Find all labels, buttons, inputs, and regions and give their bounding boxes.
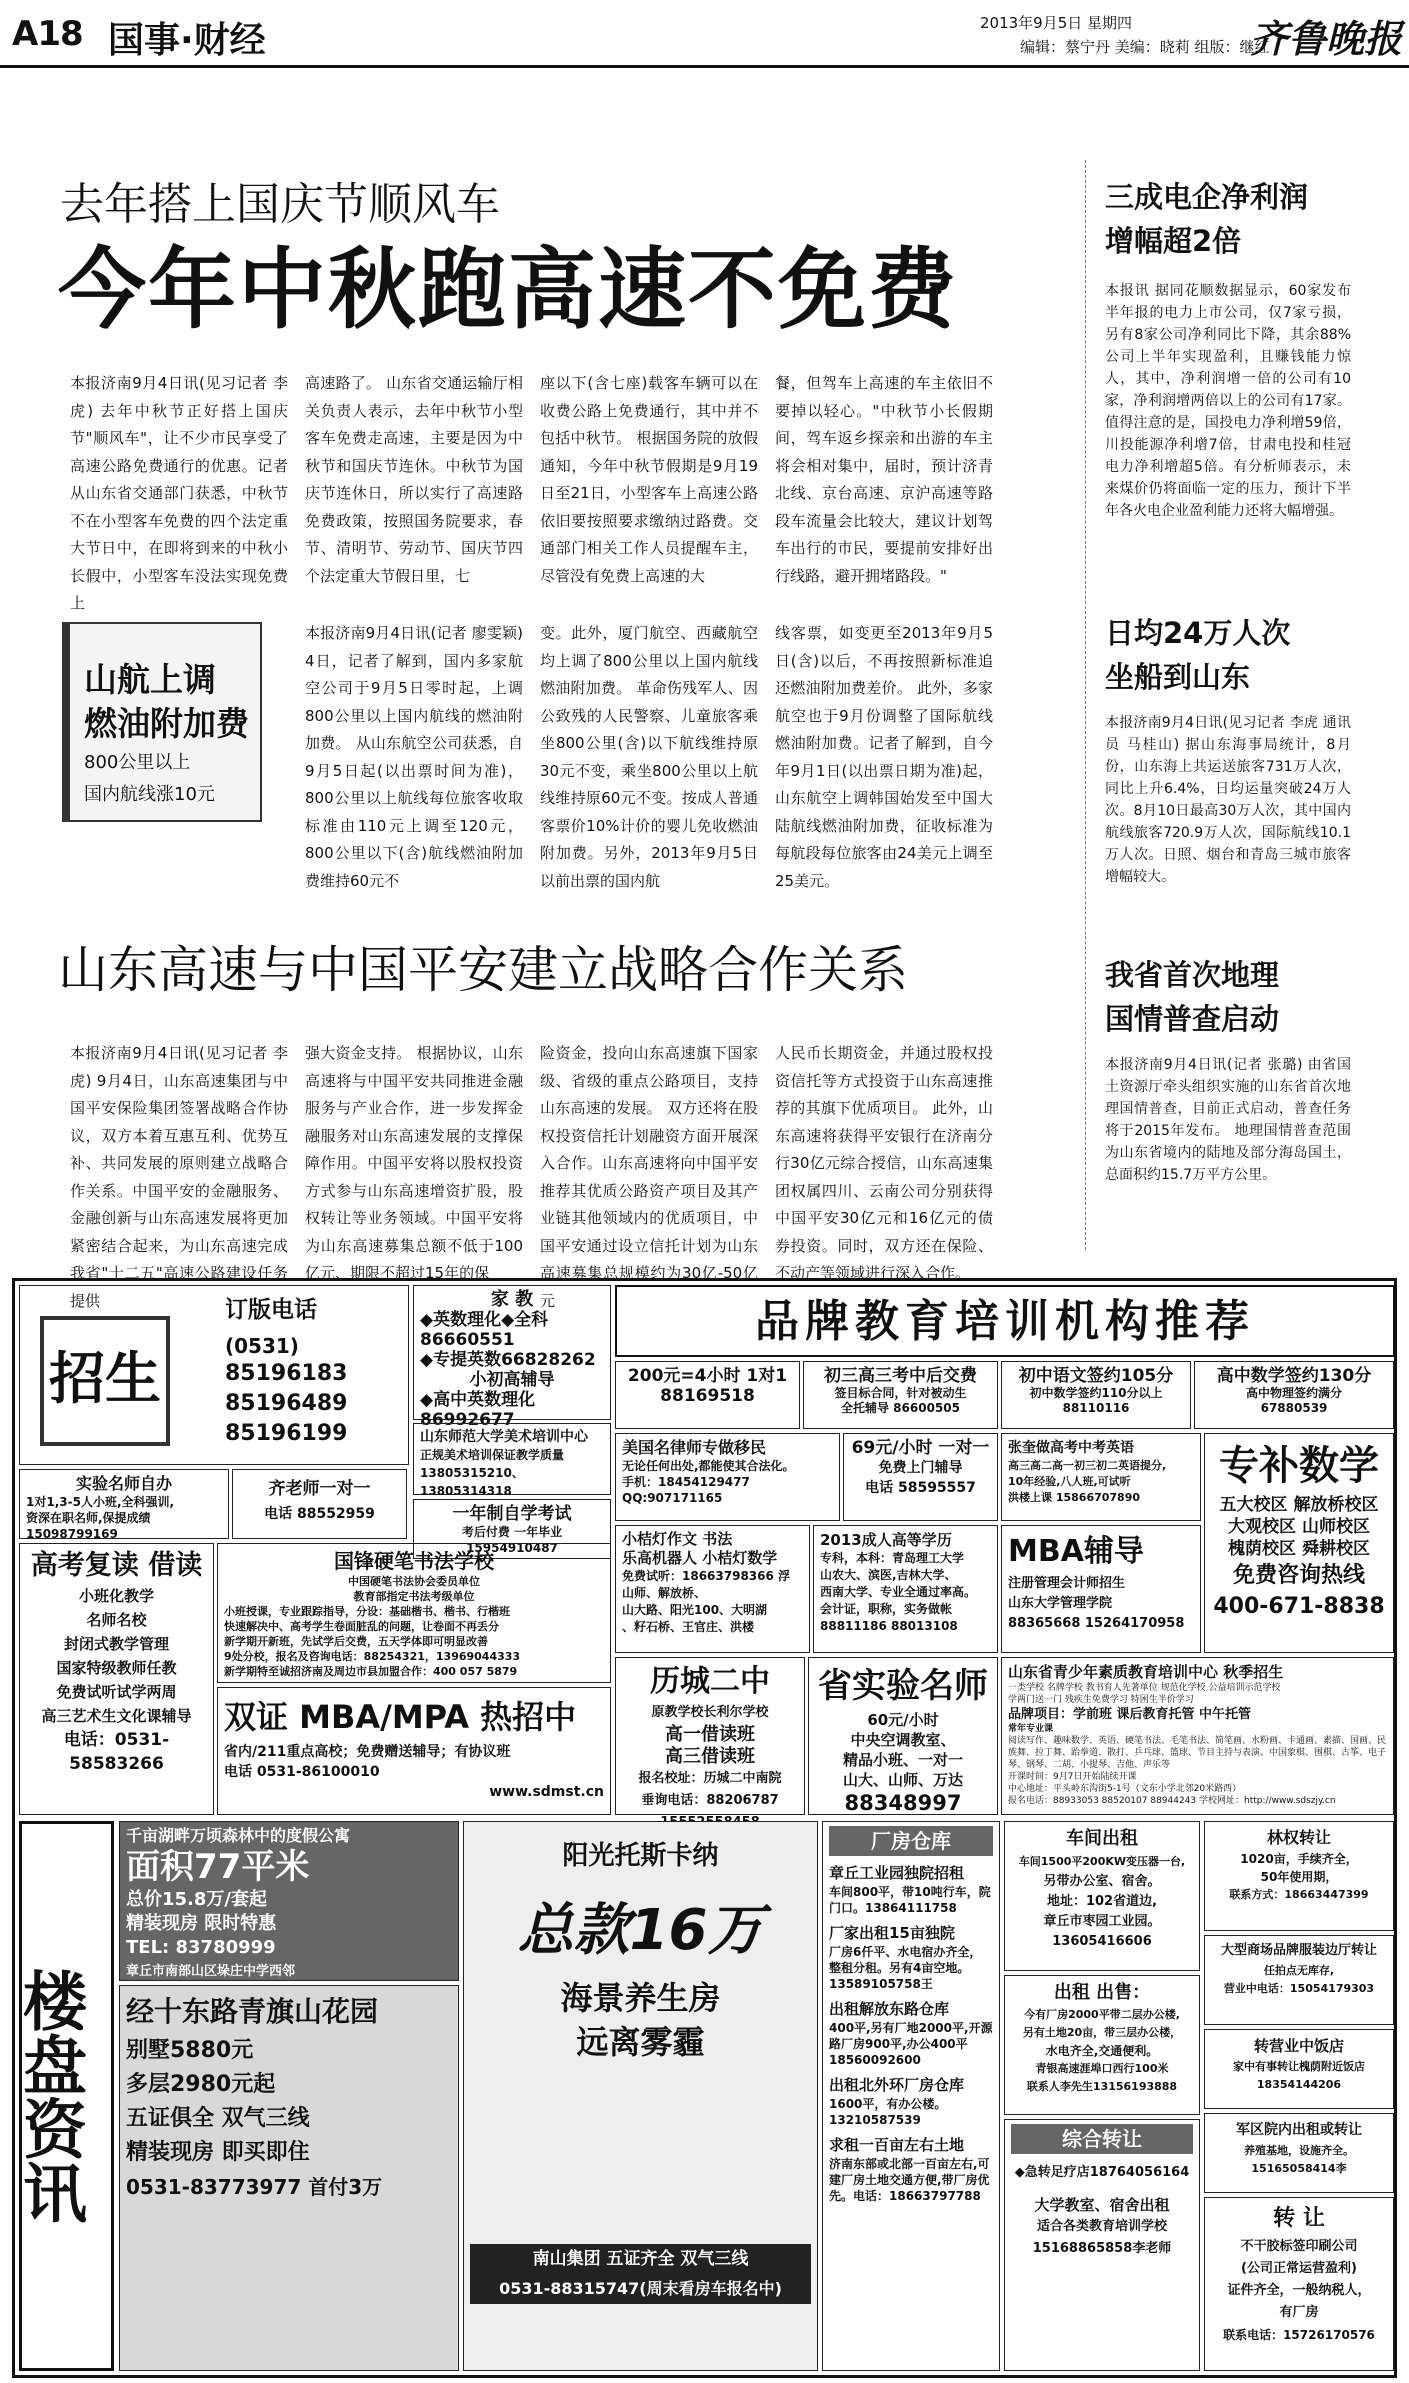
qiuji-title: 山东省青少年素质教育培训中心 秋季招生 [1008, 1663, 1284, 1681]
shengshiyan-l1: 60元/小时 [867, 1711, 939, 1729]
lead-col-2: 高速路了。 山东省交通运输厅相关负责人表示，去年中秋节小型客车免费走高速，主要是因为中秋节和国庆节连休。中秋节为国庆节连休日，所以实行了高速路免费政策，按照国务院要求，春节、清明节、劳动节、国庆节四个法定重大节假日里，七 [305, 374, 523, 585]
dianxing-phone: 营业中电话：15054179303 [1223, 1982, 1375, 1995]
zhuanbu-l3: 槐荫校区 舜耕校区 [1228, 1539, 1370, 1559]
qiuji-l1: 一类学校 名牌学校 教书育人先著单位 规范化学校 公益培训示范学校 [1008, 1683, 1281, 1693]
ad-jingshi [119, 1985, 459, 2371]
zhuanbu-title: 专补数学 [1219, 1443, 1379, 1489]
ad-chushou [1004, 1975, 1200, 2115]
meiguo-title: 美国名律师专做移民 [622, 1438, 767, 1457]
linquan-l1: 1020亩，手续齐全， [1240, 1852, 1358, 1866]
qiuji-l8: 报名电话：88933053 88520107 88944243 学校网址：http://www.sdszjy.cn [1008, 1796, 1336, 1806]
zhang-title: 张奎做高考中考英语 [1008, 1440, 1134, 1456]
side1-body: 本报讯 据同花顺数据显示，60家发布半年报的电力上市公司，仅7家亏损，另有8家公司净利同比下降，其余88%公司上半年实现盈利，且赚钱能力惊人，其中，净利润增一倍的公司有10家，净利润增两倍以上的公司有17家。 值得注意的是，国投电力净利增59倍，川投能源净利增7倍，甘肃电投和桂冠电力净利增超5倍。有分析师表示，未来煤价仍将面临一定的压力，预计下半年各火电企业盈利能力还将大幅增强。 [1105, 283, 1351, 519]
ad-banner: 品牌教育培训机构推荐 [615, 1285, 1395, 1357]
jingshi-l4: 精装现房 即买即住 [126, 2140, 310, 2165]
a200-title: 200元=4小时 1对1 [627, 1366, 788, 1386]
fuel-sub-1: 800公里以上 [84, 752, 191, 773]
chejian-l1: 车间1500平200KW变压器一台, [1018, 1855, 1186, 1868]
ad-jiajiao [413, 1285, 611, 1430]
editors: 编辑：蔡宁丹 美编：晓莉 组版：继红 [1020, 38, 1270, 56]
ad-200 [615, 1361, 800, 1429]
zhuanyingye-l1: 家中有事转让槐荫附近饭店 [1233, 2060, 1365, 2073]
gaokao-l2: 名师名校 [86, 1611, 147, 1629]
qiuji-l6: 开课时间：9月7日开始陆续开课 [1008, 1772, 1137, 1782]
chushou-l1: 今有厂房2000平带二层办公楼, [1024, 2008, 1180, 2021]
licheng-l3: 高三借读班 [665, 1746, 755, 1767]
shengshiyan-title: 省实验名师 [818, 1666, 988, 1706]
ad-zonghe [1004, 2119, 1200, 2371]
xiaojuzi-l5: 、籽石桥、王官庄、洪楼 [622, 1620, 755, 1634]
chejian-l4: 章丘市枣园工业园。 [1043, 1914, 1161, 1929]
qianhu-phone: TEL: 83780999 [126, 1937, 276, 1958]
shengshiyan-l4: 山大、山师、万达 [842, 1771, 963, 1789]
yangguang-l1: 总款16万 [517, 1898, 764, 1963]
licheng-title: 历城二中 [650, 1664, 770, 1699]
ad-loupan: 楼盘资讯 [19, 1821, 114, 2371]
sdsf-l2: 13805315210、13805314318 [420, 1466, 524, 1498]
ad-zhang [1001, 1433, 1201, 1521]
sdsf-l1: 正规美术培训保证教学质量 [420, 1448, 565, 1462]
yuwen-title: 初中语文签约105分 [1018, 1366, 1174, 1386]
ad-zhuanrang [1204, 2197, 1394, 2371]
gaokao-l3: 封闭式教学管理 [63, 1635, 169, 1653]
ad-linquan [1204, 1821, 1394, 1931]
xiaojuzi-l3: 山师、解放桥、 [622, 1586, 707, 1600]
sdsf-title: 山东师范大学美术培训中心 [420, 1429, 588, 1445]
ad-sdsf [413, 1423, 611, 1498]
ad-sansan [803, 1361, 998, 1429]
side2-body: 本报济南9月4日讯(见习记者 李虎 通讯员 马桂山) 据山东海事局统计，8月份，山东海上共运送旅客731万人次，同比上升6.4%，日均运量突破24万人次。8月10日最高30万人次，其中国内航线旅客720.9万人次，国际航线10.1万人次。日照、烟台和青岛三城市旅客增幅较大。 [1105, 715, 1351, 885]
coop-col-3: 险资金，投向山东高速旗下国家级、省级的重点公路项目，支持山东高速的发展。 双方还将在股权投资信托计划融资方面开展深入合作。山东高速将向中国平安推荐其优质公路资产项目及其产业链其他领域内的优质项目，中国平安通过设立信托计划为山东高速募集总规模约为30亿-50亿元 [540, 1044, 758, 1310]
qiuji-l2: 学两门送一门 残疾生免费学习 特困生半价学习 [1008, 1695, 1194, 1705]
page-number: A18 [12, 14, 83, 54]
ad-changfang [822, 1821, 1000, 2371]
dingban-phone-1: 85196183 [225, 1361, 348, 1386]
shiyan-phone: 15098799169 [26, 1527, 118, 1541]
shengshiyan-l3: 精品小班、一对一 [842, 1751, 963, 1769]
zhang-l1: 高三高二高一初三初二英语提分, [1008, 1459, 1167, 1472]
column-rule [1085, 160, 1086, 1250]
sansan-title: 初三高三考中后交费 [824, 1366, 977, 1386]
fuel-title-box [62, 622, 262, 822]
gaokao-l6: 高三艺术生文化课辅导 [41, 1707, 192, 1725]
chushou-phone: 联系人李先生13156193888 [1026, 2080, 1178, 2093]
date: 2013年9月5日 星期四 [980, 14, 1133, 32]
gaokao-phone: 电话：0531-58583266 [63, 1730, 170, 1774]
gzsx-l1: 高中物理签约满分 [1245, 1386, 1342, 1400]
gaokao-l1: 小班化教学 [78, 1587, 154, 1605]
coop-col-4: 人民币长期资金，并通过股权投资信托等方式投资于山东高速推荐的其旗下优质项目。 此外，山东高速将获得平安银行在济南分行30亿元综合授信，山东高速集团权属四川、云南公司分别获得中国平安30亿元和16亿元的债券投资。同时，双方还在保险、不动产等领域进行深入合作。 [775, 1044, 993, 1282]
side2-title-1: 日均24万人次 [1105, 616, 1291, 650]
zhuanbu-l1: 五大校区 解放桥校区 [1219, 1495, 1379, 1515]
zhaosheng-logo: 招生 [40, 1316, 170, 1446]
chushou-l3: 水电齐全,交通便利。 [1045, 2044, 1159, 2058]
ad-yuwen [1001, 1361, 1191, 1429]
fuel-sub-2: 国内航线涨10元 [84, 784, 215, 805]
lead-col-1: 本报济南9月4日讯(见习记者 李虎) 去年中秋节正好搭上国庆节"顺风车"，让不少市民享受了高速公路免费通行的优惠。记者从山东省交通部门获悉，中秋节不在小型客车免费的四个法定重大节日中，在即将到来的中秋小长假中，小型客车没法实现免费上 [70, 374, 288, 612]
linquan-l2: 50年使用期， [1260, 1870, 1338, 1884]
zixue-title: 一年制自学考试 [452, 1504, 572, 1524]
chengren-l5: 88811186 88013108 [820, 1619, 958, 1633]
sansan-l1: 签目标合同，针对被动生 [834, 1386, 967, 1400]
jiajiao-l1: ◆英数理化◆全科86660551 [420, 1310, 549, 1350]
qianhu-title: 千亩湖畔万顷森林中的度假公寓 [126, 1826, 351, 1845]
ad-mba [1001, 1525, 1201, 1653]
side3-title-2: 国情普查启动 [1105, 1002, 1280, 1036]
yingbi-l2: 教育部指定书法考级单位 [353, 1590, 475, 1603]
ad-chejian [1004, 1821, 1200, 1971]
zixue-phone: 15954910487 [466, 1541, 558, 1555]
ad-xiaojuzi [615, 1525, 810, 1653]
lead-headline: 今年中秋跑高速不免费 [58, 238, 959, 341]
yuwen-l1: 初中数学签约110分以上 [1029, 1386, 1163, 1400]
jingshi-phone: 0531-83773977 首付3万 [126, 2175, 383, 2199]
sansan-l2: 全托辅导 86600505 [841, 1401, 960, 1415]
mbampa-phone: 电话 0531-86100010 [224, 1764, 380, 1780]
chejian-l2: 另带办公室、宿舍。 [1043, 1874, 1161, 1889]
qiuji-l7: 中心地址：平头岭东沟街5-1号（文东小学北邻20米路西） [1008, 1784, 1242, 1794]
qi-phone: 电话 88552959 [264, 1506, 375, 1522]
dianxing-title: 大型商场品牌服装边厅转让 [1220, 1943, 1377, 1958]
mbampa-website[interactable]: www.sdmst.cn [489, 1784, 604, 1800]
chengren-l3: 西南大学、专业全通过率高。 [820, 1585, 977, 1599]
chengren-l4: 会计证，职称，实务做帐 [820, 1602, 953, 1616]
junqu-phone: 15165058414李 [1251, 2162, 1347, 2175]
lead-col-3: 座以下(含七座)载客车辆可以在收费公路上免费通行，其中并不包括中秋节。 根据国务院的放假通知，今年中秋节假期是9月19日至21日，小型客车上高速公路依旧要按照要求缴纳过路费。交通部门相关工作人员提醒车主，尽管没有免费上高速的大 [540, 374, 758, 585]
zhuanrang-l4: 有厂房 [1279, 2305, 1319, 2320]
coop-col-1: 本报济南9月4日讯(见习记者 李虎) 9月4日，山东高速集团与中国平安保险集团签署战略合作协议，双方本着互惠互利、优势互补、共同发展的原则建立战略合作关系。中国平安的金融服务、金融创新与山东高速发展将更加紧密结合起来，为山东高速完成我省"十二五"高速公路建设任务提供 [70, 1044, 288, 1310]
yangguang-phone: 0531-88315747(周末看房车报名中) [470, 2274, 811, 2304]
qianhu-l2: 总价15.8万/套起 [126, 1889, 267, 1910]
side1-title-2: 增幅超2倍 [1105, 224, 1242, 258]
yangguang-l4: 南山集团 五证齐全 双气三线 [470, 2244, 811, 2274]
qianhu-l4: 章丘市南部山区垛庄中学西邻 [126, 1964, 296, 1979]
changfang-a5: 济南东部或北部一百亩左右,可建厂房土地交通方便,带厂房优先。电话：18663797788 [829, 2157, 990, 2203]
zhuanyingye-title: 转营业中饭店 [1253, 2037, 1344, 2055]
yingbi-l3: 小班授课，专业跟踪指导，分设：基础楷书、楷书、行楷班 [224, 1605, 510, 1618]
gaokao-l5: 免费试听试学两周 [56, 1683, 177, 1701]
changfang-a5-title: 求租一百亩左右土地 [829, 2136, 965, 2154]
mba-l1: 注册管理会计师招生 [1008, 1576, 1126, 1591]
qi-title: 齐老师一对一 [268, 1479, 371, 1499]
chengren-l1: 专科，本科：青岛理工大学 [820, 1551, 965, 1565]
dingban-label: 订版电话 [225, 1297, 317, 1323]
ad-chengren [813, 1525, 998, 1653]
ad-69 [843, 1433, 998, 1521]
ad-yingbi [217, 1543, 611, 1683]
shengshiyan-phone: 88348997 [844, 1791, 962, 1815]
zhuanrang-l2: (公司正常运营盈利) [1241, 2261, 1357, 2276]
yingbi-l1: 中国硬笔书法协会委员单位 [348, 1575, 480, 1588]
ad-yangguang [463, 1821, 818, 2371]
zhuanbu-l2: 大观校区 山师校区 [1228, 1517, 1370, 1537]
linquan-phone: 联系方式：18663447399 [1229, 1888, 1369, 1901]
qiuji-l5: 阅读写作、趣味数学、英语、硬笔书法、毛笔书法、简笔画、水粉画、卡通画、素描、国画、民族舞、拉丁舞、跆拳道、散打、乒乓球、篮球、节目主持与表演、中国象棋、围棋、古筝、电子琴、钢琴、二胡、小提琴、吉他、声乐等 [1008, 1736, 1387, 1770]
chejian-title: 车间出租 [1066, 1828, 1138, 1849]
meiguo-l2: 手机：18454129477 [622, 1475, 750, 1489]
ad-gaokao [19, 1543, 214, 1815]
licheng-l5: 垂询电话：88206787 [641, 1793, 779, 1808]
licheng-l2: 高一借读班 [665, 1724, 755, 1745]
licheng-l4: 报名校址：历城二中南院 [638, 1771, 782, 1786]
ad-zhuanbu [1204, 1433, 1394, 1653]
side3-title-1: 我省首次地理 [1105, 958, 1280, 992]
chejian-phone: 13605416606 [1052, 1934, 1152, 1949]
licheng-l1: 原教学校长利尔学校 [651, 1705, 769, 1720]
zhuanrang-title: 转 让 [1273, 2206, 1325, 2231]
qianhu-l1: 面积77平米 [126, 1847, 310, 1887]
dingban-phone-3: 85196199 [225, 1421, 348, 1446]
a69-l1: 免费上门辅导 [878, 1460, 963, 1476]
yingbi-l5: 新学期开新班，先试学后交费，五天学体即可明显改善 [224, 1635, 488, 1648]
ad-qianhu [119, 1821, 459, 1981]
mbampa-title: 双证 MBA/MPA 热招中 [224, 1698, 577, 1736]
changfang-a1: 车间800平，带10吨行车，院门口。13864111758 [829, 1885, 991, 1915]
changfang-a3: 400平,另有厂地2000平,开源路厂房900平,办公400平18560092600 [829, 2021, 993, 2067]
xiaojuzi-l1: 乐高机器人 小桔灯数学 [622, 1549, 778, 1567]
side1-title-1: 三成电企净利润 [1105, 180, 1309, 214]
chushou-title: 出租 出售： [1053, 1982, 1151, 2003]
ad-shiyan [19, 1469, 229, 1539]
jingshi-l3: 五证俱全 双气三线 [126, 2106, 310, 2131]
ad-junqu [1204, 2113, 1394, 2193]
xiaojuzi-l4: 山大路、阳光100、大明湖 [622, 1603, 768, 1617]
shiyan-title: 实验名师自办 [75, 1474, 172, 1493]
yingbi-l7: 新学期特至诚招济南及周边市县加盟合作：400 057 5879 [224, 1665, 518, 1678]
ad-qiuji [1001, 1657, 1394, 1815]
zhuanrang-phone: 联系电话：15726170576 [1223, 2328, 1375, 2342]
mba-l3: 88365668 15264170958 [1008, 1616, 1185, 1631]
ad-licheng [615, 1657, 805, 1815]
changfang-a2-title: 厂家出租15亩独院 [829, 1924, 955, 1942]
shengshiyan-l2: 中央空调教室、 [850, 1731, 956, 1749]
ad-zhuanyingye [1204, 2029, 1394, 2109]
side3-body: 本报济南9月4日讯(记者 张璐) 由省国土资源厅牵头组织实施的山东省首次地理国情普查，目前正式启动，普查任务将于2015年发布。 地理国情普查范围为山东省境内的陆地及部分海岛国土，总面积约15.7万平方公里。 [1105, 1057, 1351, 1183]
zhuanyingye-phone: 18354144206 [1256, 2078, 1342, 2091]
changfang-a3-title: 出租解放东路仓库 [829, 2000, 950, 2018]
coop-headline: 山东高速与中国平安建立战略合作关系 [58, 941, 908, 999]
chengren-title: 2013成人高等学历 [820, 1531, 952, 1549]
yingbi-l6: 9处分校，报名及咨询电话：88254321，13969044333 [224, 1650, 521, 1663]
dingban-area: (0531) [225, 1334, 299, 1358]
zonghe-phone: 15168865858李老师 [1032, 2241, 1172, 2256]
lead-subhead: 去年搭上国庆节顺风车 [60, 179, 500, 230]
dianxing-l1: 任拍点无库存, [1263, 1964, 1335, 1977]
ad-dingban [19, 1285, 409, 1465]
zonghe-l2: 大学教室、宿舍出租 [1034, 2196, 1170, 2214]
mba-title: MBA辅导 [1008, 1534, 1144, 1569]
linquan-title: 林权转让 [1266, 1828, 1331, 1847]
zixue-l1: 考后付费 一年毕业 [461, 1525, 563, 1539]
jingshi-l2: 多层2980元起 [126, 2072, 276, 2097]
ad-shengshiyan [808, 1657, 998, 1815]
lead-col-4: 餐，但驾车上高速的车主依旧不要掉以轻心。"中秋节小长假期间，驾车返乡探亲和出游的车主将会相对集中，届时，预计济青北线、京台高速、京沪高速等路段车流量会比较大，建议计划驾车出行的市民，要提前安排好出行线路，避开拥堵路段。" [775, 374, 993, 585]
qiuji-l3: 品牌项目：学前班 课后教育托管 中午托管 [1008, 1707, 1252, 1722]
a69-title: 69元/小时 一对一 [851, 1438, 990, 1458]
fuel-title-1: 山航上调 [84, 660, 216, 699]
yuwen-phone: 88110116 [1062, 1401, 1130, 1415]
paper-logo: 齐鲁晚报 [1250, 16, 1403, 61]
fuel-col-2: 变。此外，厦门航空、西藏航空均上调了800公里以上国内航线燃油附加费。 革命伤残军人、因公致残的人民警察、儿童旅客乘坐800公里(含)以下航线维持原30元不变，乘坐800公里以上航线维持原60元不变。按成人普通客票价10%计价的婴儿免收燃油附加费。另外，2013年9月5日以前出票的国内航 [540, 624, 758, 890]
a69-phone: 电话 58595557 [865, 1480, 976, 1496]
chengren-l2: 山农大、滨医,吉林大学、 [820, 1568, 957, 1582]
yingbi-title: 国锋硬笔书法学校 [334, 1549, 494, 1573]
ad-qi [232, 1469, 407, 1539]
fuel-title-2: 燃油附加费 [84, 704, 249, 743]
chejian-l3: 地址：102省道边, [1046, 1894, 1158, 1909]
coop-col-2: 强大资金支持。 根据协议，山东高速将与中国平安共同推进金融服务与产业合作，进一步发挥金融服务对山东高速发展的支撑保障作用。中国平安将以股权投资方式参与山东高速增资扩股，股权转让等业务领域。中国平安将为山东高速募集总额不低于100亿元、期限不超过15年的保 [305, 1044, 523, 1282]
yangguang-l2: 海景养生房 [560, 1979, 721, 2017]
gzsx-phone: 67880539 [1260, 1401, 1328, 1415]
section-title: 国事·财经 [108, 20, 266, 61]
changfang-a1-title: 章丘工业园独院招租 [829, 1864, 965, 1882]
yangguang-title: 阳光托斯卡纳 [562, 1841, 719, 1871]
ad-mbampa [217, 1687, 611, 1815]
zhuanbu-l4: 免费咨询热线 [1232, 1563, 1365, 1588]
yangguang-l3: 远离雾霾 [576, 2023, 705, 2061]
changfang-title: 厂房仓库 [829, 1826, 993, 1856]
ad-dianxing [1204, 1935, 1394, 2025]
shiyan-l2: 资深在职名师,保提成绩 [26, 1511, 151, 1525]
jingshi-title: 经十东路青旗山花园 [126, 1995, 379, 2028]
ad-meiguo [615, 1433, 840, 1521]
jiajiao-l3: ◆高中英数理化86992677 [420, 1390, 536, 1430]
masthead [0, 0, 1409, 68]
jiajiao-l2: ◆专提英数66828262 [420, 1350, 596, 1370]
changfang-a4-title: 出租北外环厂房仓库 [829, 2076, 965, 2094]
jiajiao-title-2: 小初高辅导 [469, 1370, 555, 1390]
fuel-col-1: 本报济南9月4日讯(记者 廖雯颖) 4日，记者了解到，国内多家航空公司于9月5日零时起，上调800公里以上国内航线的燃油附加费。 从山东航空公司获悉，自9月5日起(以出票时间为准)，800公里以上航线每位旅客收取标准由110元上调至120元，800公里以下(含)航线燃油附加费维持60元不 [305, 624, 523, 890]
gaokao-title: 高考复读 借读 [30, 1550, 203, 1581]
meiguo-l1: 无论任何出处,都能使其合法化。 [622, 1459, 795, 1473]
dingban-phone-2: 85196489 [225, 1391, 348, 1416]
jingshi-l1: 别墅5880元 [126, 2038, 254, 2063]
mbampa-l1: 省内/211重点高校；免费赠送辅导；有协议班 [224, 1744, 511, 1760]
junqu-l1: 养殖基地，设施齐全。 [1244, 2144, 1354, 2157]
gaokao-l4: 国家特级教师任教 [56, 1659, 177, 1677]
xiaojuzi-title: 小桔灯作文 书法 [622, 1530, 733, 1548]
ad-zone [12, 1278, 1397, 2378]
zhuanrang-l1: 不干胶标签印刷公司 [1240, 2239, 1358, 2254]
xiaojuzi-l2: 免费试听：18663798366 浮 [622, 1569, 791, 1583]
zonghe-l3: 适合各类教育培训学校 [1036, 2219, 1167, 2234]
zhang-l2: 10年经验,八人班,可试听 [1008, 1475, 1131, 1488]
zhang-l3: 洪楼上课 15866707890 [1008, 1491, 1141, 1504]
a200-phone: 88169518 [660, 1386, 755, 1406]
shiyan-l1: 1对1,3-5人小班,全科强训, [26, 1495, 175, 1509]
yingbi-l4: 快速解决中、高考学生卷面脏乱的问题，让卷面不再丢分 [224, 1620, 499, 1633]
meiguo-l3: QQ:907171165 [622, 1491, 723, 1505]
zonghe-l1: ◆急转足疗店18764056164 [1014, 2165, 1190, 2180]
qianhu-l3: 精装现房 限时特惠 [126, 1913, 277, 1934]
jiajiao-title: 家 教 [490, 1289, 534, 1310]
qiuji-l4: 常年专业课 [1008, 1724, 1054, 1734]
fuel-col-3: 线客票，如变更至2013年9月5日(含)以后，不再按照新标准追还燃油附加费差价。 此外，多家航空也于9月份调整了国际航线燃油附加费。记者了解到，自今年9月1日(以出票日期为准)起，山东航空上调韩国始发至中国大陆航线燃油附加费，征收标准为每航段每位旅客由24美元上调至25美元。 [775, 624, 993, 890]
changfang-a2: 厂房6仟平、水电宿办齐全，整租分租。另有4亩空地。13589105758王 [829, 1945, 982, 1991]
gzsx-title: 高中数学签约130分 [1216, 1366, 1372, 1386]
ad-gzsx [1194, 1361, 1394, 1429]
mba-l2: 山东大学管理学院 [1008, 1596, 1113, 1611]
zhuanbu-phone: 400-671-8838 [1213, 1594, 1385, 1619]
chushou-l4: 青银高速涯埠口西行100米 [1035, 2062, 1169, 2075]
junqu-title: 军区院内出租或转让 [1236, 2122, 1362, 2138]
side2-title-2: 坐船到山东 [1105, 660, 1251, 694]
chushou-l2: 另有土地20亩，带三层办公楼， [1022, 2026, 1182, 2039]
zonghe-title: 综合转让 [1011, 2124, 1193, 2154]
zhuanrang-l3: 证件齐全，一般纳税人， [1227, 2283, 1371, 2298]
changfang-a4: 1600平，有办公楼。13210587539 [829, 2097, 947, 2127]
